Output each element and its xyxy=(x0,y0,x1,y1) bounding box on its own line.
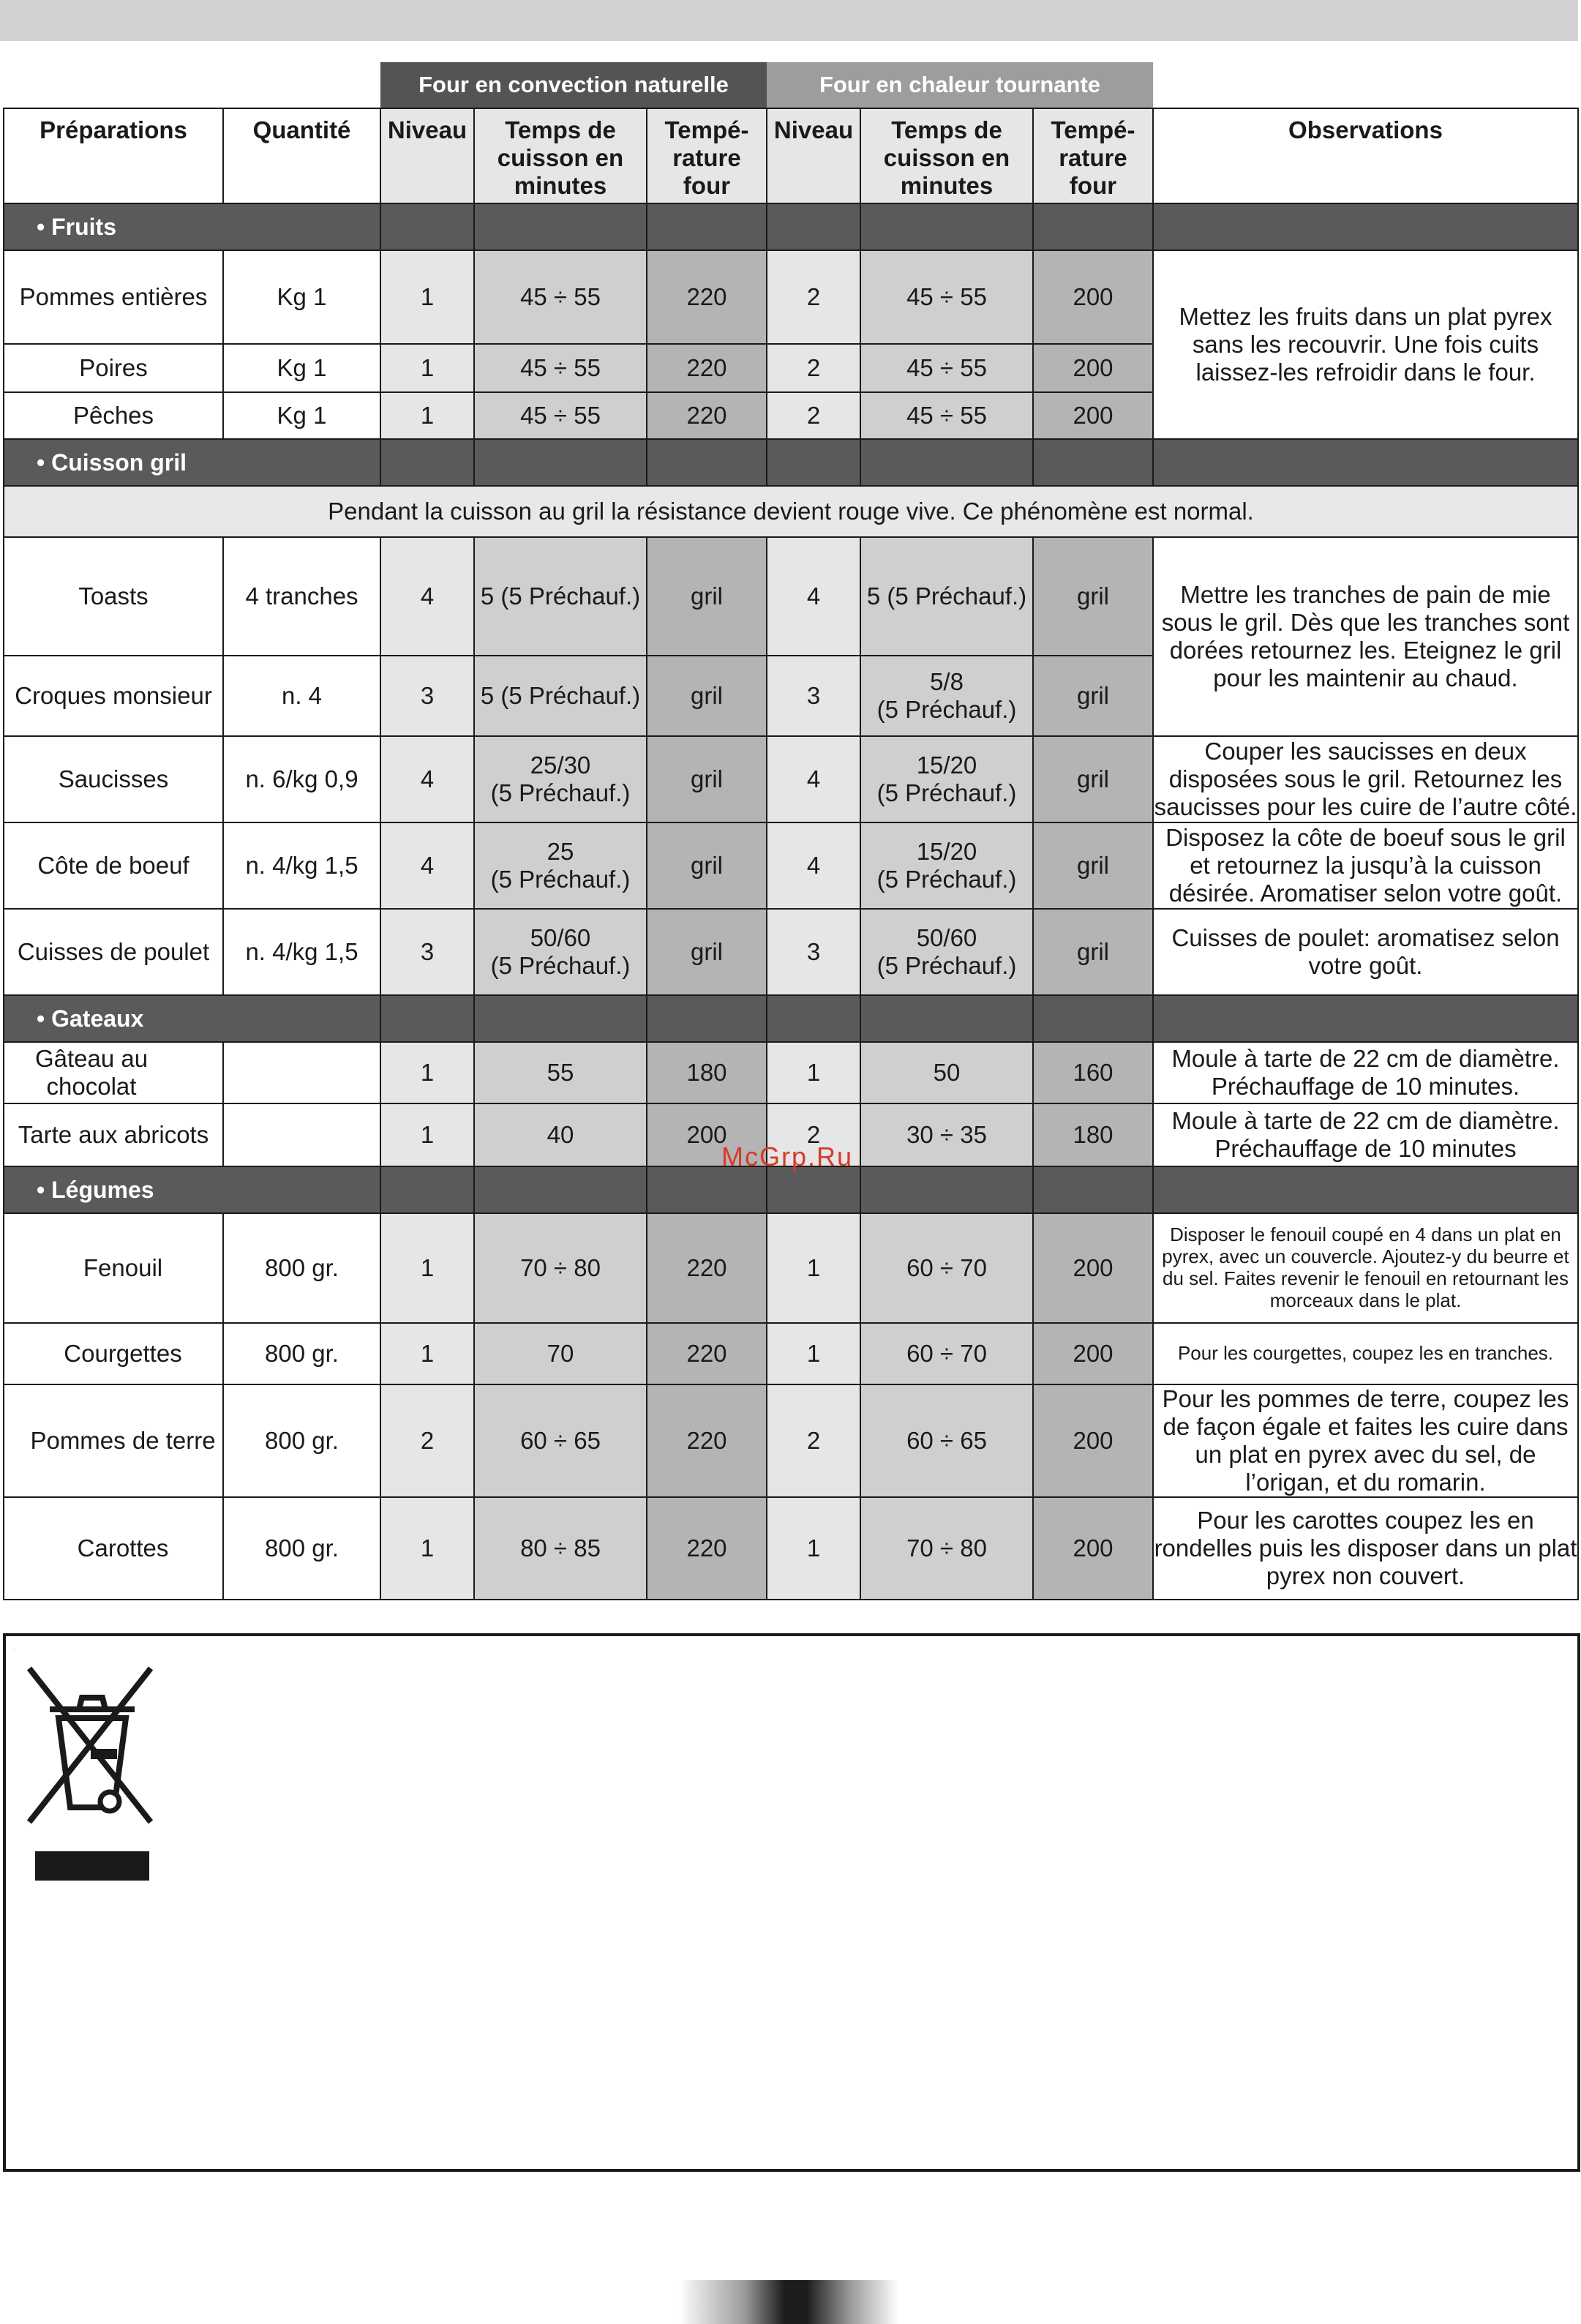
col-quantite: Quantité xyxy=(223,108,380,203)
weee-bar xyxy=(35,1851,149,1881)
cell-prep: Tarte aux abricots xyxy=(4,1103,223,1166)
cell-temps: 70 ÷ 80 xyxy=(474,1213,647,1323)
cell-niveau: 1 xyxy=(767,1497,860,1600)
gril-note: Pendant la cuisson au gril la résistance devient rouge vive. Ce phénomène est normal. xyxy=(4,486,1578,537)
table-row xyxy=(4,736,1578,822)
section-title: • Cuisson gril xyxy=(4,439,380,486)
cell-observation: Couper les saucisses en deux disposées sous le gril. Retournez les saucisses pour les cuire de l’autre côté. xyxy=(1153,736,1578,822)
cell-temps: 70 ÷ 80 xyxy=(860,1497,1033,1600)
cell-temp: 220 xyxy=(647,1497,767,1600)
cell-niveau: 1 xyxy=(767,1042,860,1103)
cell-temps: 45 ÷ 55 xyxy=(860,250,1033,344)
cell-temps: 50 xyxy=(860,1042,1033,1103)
cell-temp: 200 xyxy=(1033,1497,1153,1600)
cell-niveau: 4 xyxy=(380,736,474,822)
cell-niveau: 4 xyxy=(380,537,474,656)
col-preparations: Préparations xyxy=(4,108,223,203)
col-observations: Observations xyxy=(1153,108,1578,203)
header-fan-oven: Four en chaleur tournante xyxy=(767,62,1153,108)
col-niveau-1: Niveau xyxy=(380,108,474,203)
section-legumes xyxy=(4,1166,1578,1213)
cell-niveau: 2 xyxy=(767,250,860,344)
cell-observation: Moule à tarte de 22 cm de diamètre. Préchauffage de 10 minutes. xyxy=(1153,1042,1578,1103)
cell-temps xyxy=(474,736,647,822)
cell-temps: 45 ÷ 55 xyxy=(474,250,647,344)
cell-temp: 220 xyxy=(647,392,767,439)
weee-crossed-bin-icon xyxy=(20,1661,159,1829)
cell-temps: 45 ÷ 55 xyxy=(860,392,1033,439)
cell-niveau: 4 xyxy=(767,736,860,822)
cell-temp: 180 xyxy=(1033,1103,1153,1166)
cell-qty xyxy=(223,1042,380,1103)
cell-temps xyxy=(860,909,1033,995)
cell-temps: 70 xyxy=(474,1323,647,1384)
cell-prep: Pommes entières xyxy=(4,250,223,344)
cell-temp: 200 xyxy=(1033,250,1153,344)
section-gril xyxy=(4,439,1578,486)
cell-temps-line: (5 Préchauf.) xyxy=(490,779,631,806)
cell-temps-line: (5 Préchauf.) xyxy=(876,952,1017,979)
cell-niveau: 1 xyxy=(380,250,474,344)
cell-niveau: 3 xyxy=(767,909,860,995)
cell-temps: 60 ÷ 65 xyxy=(860,1384,1033,1497)
cell-temps: 45 ÷ 55 xyxy=(474,392,647,439)
cell-prep: Carottes xyxy=(4,1497,223,1600)
cell-temps xyxy=(860,736,1033,822)
cell-niveau: 1 xyxy=(380,392,474,439)
cell-prep: Courgettes xyxy=(4,1323,223,1384)
cell-niveau: 1 xyxy=(380,344,474,392)
cell-temps-line: 25 xyxy=(547,838,574,866)
cell-niveau: 4 xyxy=(380,822,474,909)
cell-observation: Mettre les tranches de pain de mie sous le gril. Dès que les tranches sont dorées retournez les. Eteignez le gril pour les maintenir au chaud. xyxy=(1153,537,1578,736)
cell-temps-line: 25/30 xyxy=(530,751,591,779)
cell-temps xyxy=(474,909,647,995)
section-title: • Gateaux xyxy=(4,995,380,1042)
cell-qty: 800 gr. xyxy=(223,1497,380,1600)
box-corner-mark: · xyxy=(13,1646,15,1653)
cell-qty: 4 tranches xyxy=(223,537,380,656)
page-number-tab xyxy=(679,2280,898,2324)
cell-observation: Pour les courgettes, coupez les en tranches. xyxy=(1153,1323,1578,1384)
cell-prep: Saucisses xyxy=(4,736,223,822)
section-title: • Fruits xyxy=(4,203,380,250)
cell-temps xyxy=(860,656,1033,736)
table-row xyxy=(4,822,1578,909)
cell-temp: gril xyxy=(1033,656,1153,736)
cell-temp: gril xyxy=(1033,736,1153,822)
cell-temps-line: 50/60 xyxy=(530,924,591,952)
cell-temp: 200 xyxy=(647,1103,767,1166)
cell-temp: gril xyxy=(1033,822,1153,909)
cell-prep: Côte de boeuf xyxy=(4,822,223,909)
cell-temps: 40 xyxy=(474,1103,647,1166)
cell-temps-line: (5 Préchauf.) xyxy=(876,696,1017,723)
cell-prep: Croques monsieur xyxy=(4,656,223,736)
cell-niveau: 3 xyxy=(380,656,474,736)
table-row xyxy=(4,1042,1578,1103)
table-row xyxy=(4,1213,1578,1323)
cell-prep: Pommes de terre xyxy=(4,1384,223,1497)
cell-temp: 200 xyxy=(1033,344,1153,392)
table-row xyxy=(4,250,1578,344)
cell-qty xyxy=(223,1103,380,1166)
cell-qty: Kg 1 xyxy=(223,392,380,439)
cell-temps-line: (5 Préchauf.) xyxy=(490,952,631,979)
cell-observation: Pour les pommes de terre, coupez les de façon égale et faites les cuire dans un plat en pyrex avec du sel, de l’origan, et du romarin. xyxy=(1153,1384,1578,1497)
table-row xyxy=(4,1384,1578,1497)
disposal-info-box xyxy=(3,1633,1580,2172)
column-header-row xyxy=(4,108,1578,203)
cell-temps: 55 xyxy=(474,1042,647,1103)
cell-temps xyxy=(860,822,1033,909)
col-temps-1: Temps de cuisson en minutes xyxy=(474,108,647,203)
cell-qty: n. 4/kg 1,5 xyxy=(223,822,380,909)
cell-temps: 45 ÷ 55 xyxy=(860,344,1033,392)
cell-observation: Disposez la côte de boeuf sous le gril et retournez la jusqu’à la cuisson désirée. Aromatiser selon votre goût. xyxy=(1153,822,1578,909)
cell-temps-line: (5 Préchauf.) xyxy=(876,866,1017,893)
table-row xyxy=(4,1497,1578,1600)
header-convection: Four en convection naturelle xyxy=(380,62,767,108)
cell-temps: 5 (5 Préchauf.) xyxy=(474,537,647,656)
section-gateaux xyxy=(4,995,1578,1042)
cell-niveau: 1 xyxy=(380,1213,474,1323)
cell-temp: 220 xyxy=(647,1323,767,1384)
cell-temps xyxy=(474,822,647,909)
cell-niveau: 2 xyxy=(767,392,860,439)
cell-niveau: 2 xyxy=(380,1384,474,1497)
cell-qty: n. 4 xyxy=(223,656,380,736)
cell-temp: gril xyxy=(647,909,767,995)
cell-temps-line: 50/60 xyxy=(916,924,977,952)
col-temperature-1: Tempé-rature four xyxy=(647,108,767,203)
cell-temps: 60 ÷ 65 xyxy=(474,1384,647,1497)
cell-niveau: 3 xyxy=(380,909,474,995)
cell-niveau: 4 xyxy=(767,822,860,909)
cell-observation: Cuisses de poulet: aromatisez selon votre goût. xyxy=(1153,909,1578,995)
cell-niveau: 1 xyxy=(380,1497,474,1600)
cell-temps: 45 ÷ 55 xyxy=(474,344,647,392)
watermark: McGrp.Ru xyxy=(721,1142,854,1172)
cell-qty: n. 6/kg 0,9 xyxy=(223,736,380,822)
cell-temp: 220 xyxy=(647,1213,767,1323)
cell-temps-line: (5 Préchauf.) xyxy=(490,866,631,893)
cell-prep: Toasts xyxy=(4,537,223,656)
cell-temps: 60 ÷ 70 xyxy=(860,1213,1033,1323)
cell-temps: 80 ÷ 85 xyxy=(474,1497,647,1600)
cell-temp: 220 xyxy=(647,250,767,344)
cell-temp: gril xyxy=(647,822,767,909)
cell-temps-line: 15/20 xyxy=(916,751,977,779)
cell-temp: 200 xyxy=(1033,1213,1153,1323)
section-title: • Légumes xyxy=(4,1166,380,1213)
cell-temps: 30 ÷ 35 xyxy=(860,1103,1033,1166)
table-row xyxy=(4,1323,1578,1384)
section-fruits xyxy=(4,203,1578,250)
cell-temp: gril xyxy=(647,537,767,656)
cell-niveau: 1 xyxy=(767,1213,860,1323)
cell-qty: 800 gr. xyxy=(223,1384,380,1497)
cell-niveau: 1 xyxy=(380,1042,474,1103)
col-temperature-2: Tempé-rature four xyxy=(1033,108,1153,203)
cell-temps: 5 (5 Préchauf.) xyxy=(860,537,1033,656)
cell-niveau: 2 xyxy=(767,1384,860,1497)
cell-temp: 200 xyxy=(1033,1384,1153,1497)
cell-qty: 800 gr. xyxy=(223,1213,380,1323)
cell-temp: gril xyxy=(1033,537,1153,656)
cell-temps: 5 (5 Préchauf.) xyxy=(474,656,647,736)
cell-temp: 160 xyxy=(1033,1042,1153,1103)
col-temps-2: Temps de cuisson en minutes xyxy=(860,108,1033,203)
cell-prep: Poires xyxy=(4,344,223,392)
cooking-table xyxy=(3,108,1579,1600)
cell-temps-line: (5 Préchauf.) xyxy=(876,779,1017,806)
cell-temp: 180 xyxy=(647,1042,767,1103)
cell-niveau: 1 xyxy=(380,1323,474,1384)
cell-niveau: 1 xyxy=(380,1103,474,1166)
gril-note-row xyxy=(4,486,1578,537)
cell-qty: n. 4/kg 1,5 xyxy=(223,909,380,995)
cell-prep: Pêches xyxy=(4,392,223,439)
cell-niveau: 1 xyxy=(767,1323,860,1384)
cell-temp: 200 xyxy=(1033,392,1153,439)
cell-niveau: 2 xyxy=(767,1103,860,1166)
top-band xyxy=(0,0,1578,41)
cell-temp: gril xyxy=(1033,909,1153,995)
cell-observation: Disposer le fenouil coupé en 4 dans un plat en pyrex, avec un couvercle. Ajoutez-y du beurre et du sel. Faites revenir le fenouil en retournant les morceaux dans le plat. xyxy=(1153,1213,1578,1323)
cell-observation: Pour les carottes coupez les en rondelles puis les disposer dans un plat pyrex non couvert. xyxy=(1153,1497,1578,1600)
cell-temps: 60 ÷ 70 xyxy=(860,1323,1033,1384)
cell-temp: 220 xyxy=(647,1384,767,1497)
cell-niveau: 4 xyxy=(767,537,860,656)
cell-temp: 220 xyxy=(647,344,767,392)
cell-prep: Fenouil xyxy=(4,1213,223,1323)
cell-prep: Gâteau au chocolat xyxy=(4,1042,223,1103)
cell-temp: gril xyxy=(647,656,767,736)
cell-temp: 200 xyxy=(1033,1323,1153,1384)
cell-niveau: 2 xyxy=(767,344,860,392)
cell-qty: Kg 1 xyxy=(223,344,380,392)
cell-temps-line: 15/20 xyxy=(916,838,977,866)
cell-qty: 800 gr. xyxy=(223,1323,380,1384)
table-row xyxy=(4,537,1578,656)
cell-observation: Moule à tarte de 22 cm de diamètre. Préchauffage de 10 minutes xyxy=(1153,1103,1578,1166)
cell-prep: Cuisses de poulet xyxy=(4,909,223,995)
cell-observation: Mettez les fruits dans un plat pyrex sans les recouvrir. Une fois cuits laissez-les refroidir dans le four. xyxy=(1153,250,1578,439)
cell-temp: gril xyxy=(647,736,767,822)
table-row xyxy=(4,909,1578,995)
cell-qty: Kg 1 xyxy=(223,250,380,344)
cell-temps-line: 5/8 xyxy=(930,668,964,696)
col-niveau-2: Niveau xyxy=(767,108,860,203)
cell-niveau: 3 xyxy=(767,656,860,736)
